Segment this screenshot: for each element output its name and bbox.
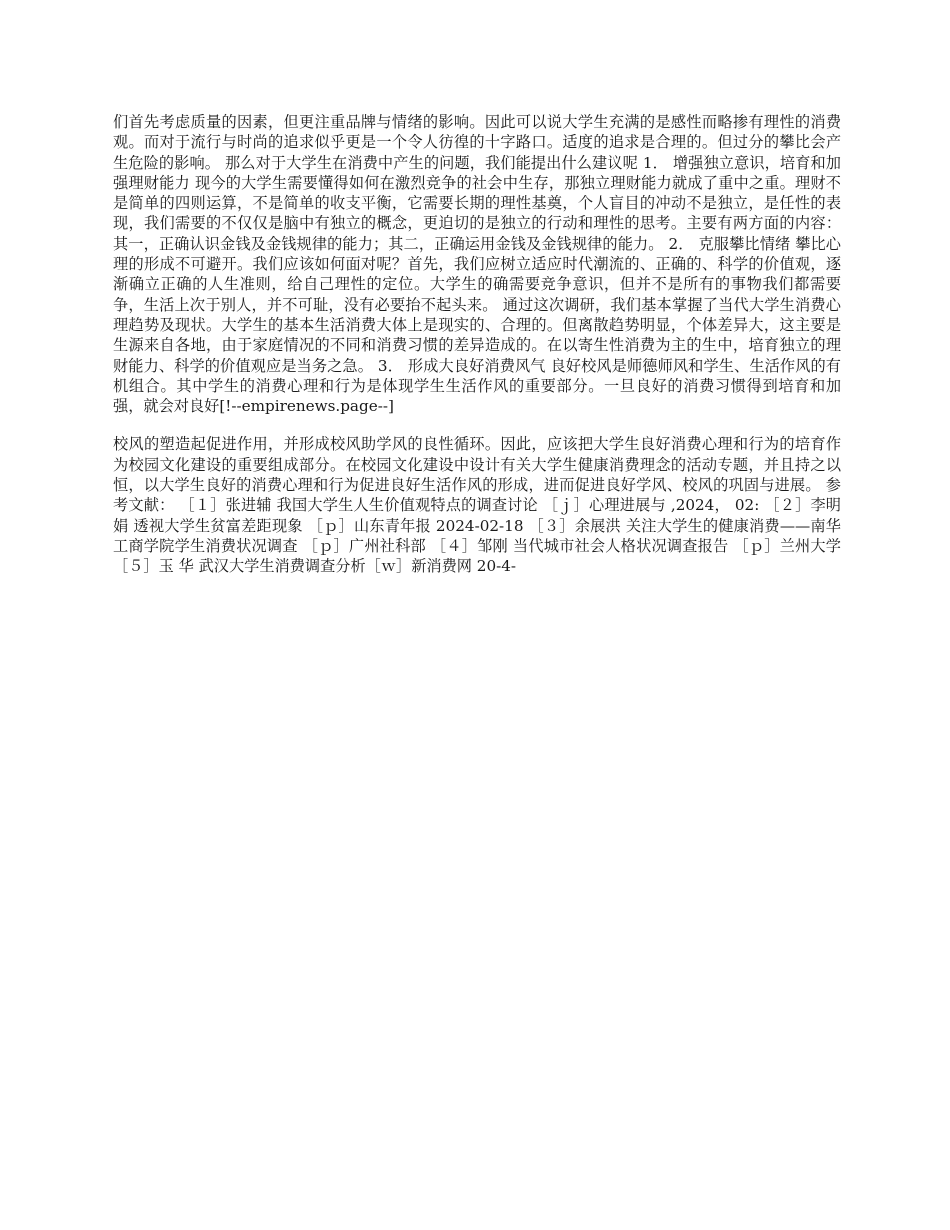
body-paragraph-2: 校风的塑造起促进作用，并形成校风助学风的良性循环。因此，应该把大学生良好消费心理和行为的培育作为校园文化建设的重要组成部分。在校园文化建设中设计有关大学生健康消费理念的活动专题，并且持之以恒，以大学生良好的消费心理和行为促进良好生活作风的形成，进而促进良好学风、校风的巩固与进展。 参考文献： ［１］张进辅 我国大学生人生价值观特点的调查讨论 ［ｊ］心理进展与 ,2024， 02: ［２］李明娟 透视大学生贫富差距现象 ［ｐ］山东青年报 2024-02-18 ［３］余展洪 关注大学生的健康消费——南华工商学院学生消费状况调查 ［ｐ］广州社科部 ［４］邹刚 当代城市社会人格状况调查报告 ［ｐ］兰州大学 ［５］玉 华 武汉大学生消费调查分析［ｗ］新消费网 20-4-	[113, 435, 841, 576]
body-paragraph-1: 们首先考虑质量的因素，但更注重品牌与情绪的影响。因此可以说大学生充满的是感性而略掺有理性的消费观。而对于流行与时尚的追求似乎更是一个令人彷徨的十字路口。适度的追求是合理的。但过分的攀比会产生危险的影响。 那么对于大学生在消费中产生的问题，我们能提出什么建议呢 1． 增强独立意识，培育和加强理财能力 现今的大学生需要懂得如何在激烈竞争的社会中生存，那独立理财能力就成了重中之重。理财不是简单的四则运算，不是简单的收支平衡，它需要长期的理性基奠，个人盲目的冲动不是独立，是任性的表现，我们需要的不仅仅是脑中有独立的概念，更迫切的是独立的行动和理性的思考。主要有两方面的内容：其一，正确认识金钱及金钱规律的能力；其二，正确运用金钱及金钱规律的能力。 2． 克服攀比情绪 攀比心理的形成不可避开。我们应该如何面对呢？首先，我们应树立适应时代潮流的、正确的、科学的价值观，逐渐确立正确的人生准则，给自己理性的定位。大学生的确需要竞争意识，但并不是所有的事物我们都需要争，生活上次于别人，并不可耻，没有必要抬不起头来。 通过这次调研，我们基本掌握了当代大学生消费心理趋势及现状。大学生的基本生活消费大体上是现实的、合理的。但离散趋势明显，个体差异大，这主要是生源来自各地，由于家庭情况的不同和消费习惯的差异造成的。在以寄生性消费为主的生中，培育独立的理财能力、科学的价值观应是当务之急。 3． 形成大良好消费风气 良好校风是师德师风和学生、生活作风的有机组合。其中学生的消费心理和行为是体现学生生活作风的重要部分。一旦良好的消费习惯得到培育和加强，就会对良好[!--empirenews.page--]	[113, 113, 841, 416]
document-page	[113, 112, 841, 577]
